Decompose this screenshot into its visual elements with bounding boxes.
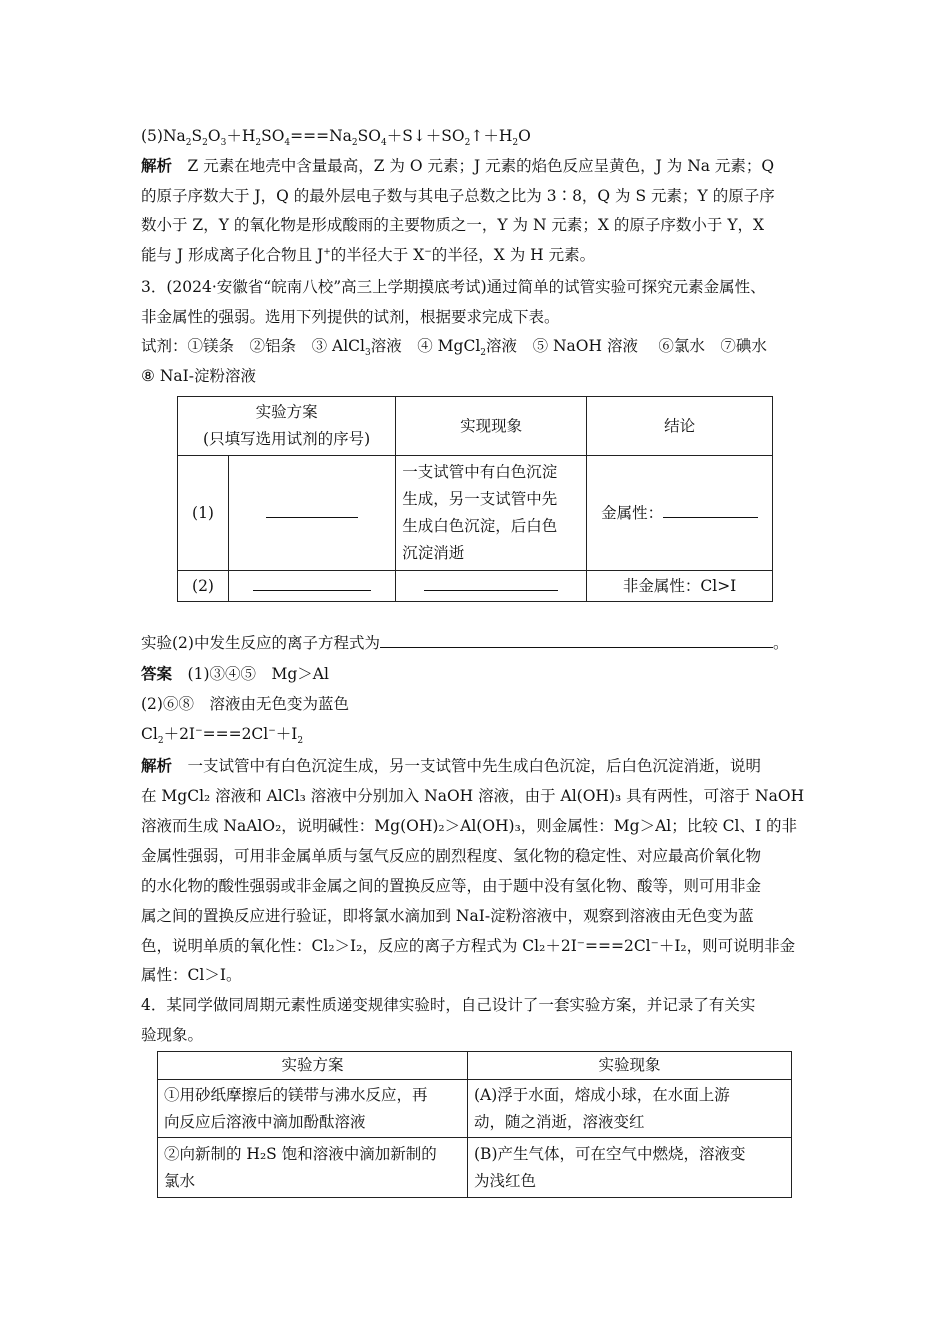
q3-row1-conclusion[interactable]: 金属性： xyxy=(587,456,773,571)
q3-table-header-conclusion: 结论 xyxy=(587,397,773,456)
q3-answer-line2: (2)⑥⑧ 溶液由无色变为蓝色 xyxy=(141,695,349,713)
q3-row2-num: (2) xyxy=(178,571,229,602)
q3-stem-line1: 3．(2024·安徽省“皖南八校”高三上学期摸底考试)通过简单的试管实验可探究元素金属性、 xyxy=(141,278,766,296)
analysis-1-line2: 的原子序数大于 J，Q 的最外层电子数与其电子总数之比为 3∶8，Q 为 S 元素；Y 的原子序 xyxy=(141,187,775,205)
answer-label: 答案 xyxy=(141,664,173,683)
q3-answer-line1: 答案 (1)③④⑤ Mg＞Al xyxy=(141,664,329,683)
analysis-1-line4: 能与 J 形成离子化合物且 J+的半径大于 X−的半径，X 为 H 元素。 xyxy=(141,246,596,264)
q3-table-header-phenomenon: 实现现象 xyxy=(396,397,587,456)
q4-row2-phenomenon: (B)产生气体，可在空气中燃烧，溶液变 为浅红色 xyxy=(468,1138,792,1198)
q3-answer-line3: $Cl_2+2I^-===2Cl^-+I_2$ xyxy=(141,725,304,747)
q4-row1-plan: ①用砂纸摩擦后的镁带与沸水反应，再 向反应后溶液中滴加酚酞溶液 xyxy=(158,1080,468,1138)
q4-row2-plan: ②向新制的 H₂S 饱和溶液中滴加新制的 氯水 xyxy=(158,1138,468,1198)
q4-stem-line1: 4．某同学做同周期元素性质递变规律实验时，自己设计了一套实验方案，并记录了有关实 xyxy=(141,996,756,1014)
q3-row2-phenomenon-blank[interactable] xyxy=(396,571,587,602)
q3-analysis-line8: 属性：Cl＞I。 xyxy=(141,966,242,984)
q4-table xyxy=(157,1051,792,1198)
q3-analysis-line2: 在 MgCl₂ 溶液和 AlCl₃ 溶液中分别加入 NaOH 溶液，由于 Al(OH)₃ 具有两性，可溶于 NaOH xyxy=(141,787,805,805)
q4-table-header-plan: 实验方案 xyxy=(158,1052,468,1080)
q3-table-header-plan: 实验方案 (只填写选用试剂的序号) xyxy=(178,397,396,456)
q4-stem-line2: 验现象。 xyxy=(141,1026,204,1044)
q3-analysis-line7: 色，说明单质的氧化性：Cl₂＞I₂，反应的离子方程式为 Cl₂＋2I⁻===2Cl⁻＋I₂，则可说明非金 xyxy=(141,937,796,955)
q3-analysis-line4: 金属性强弱，可用非金属单质与氢气反应的剧烈程度、氢化物的稳定性、对应最高价氧化物 xyxy=(141,847,762,865)
analysis-1-line3: 数小于 Z，Y 的氧化物是形成酸雨的主要物质之一，Y 为 N 元素；X 的原子序数小于 Y，X xyxy=(141,216,765,234)
q3-analysis-line1: 解析 一支试管中有白色沉淀生成，另一支试管中先生成白色沉淀，后白色沉淀消逝，说明 xyxy=(141,756,762,775)
q3-table xyxy=(177,396,773,602)
q3-reagents: 试剂：①镁条 ②铝条 ③ AlCl$_3$溶液 ④ MgCl$_2$溶液 ⑤ NaOH 溶液 ⑥氯水 ⑦碘水 xyxy=(141,337,767,359)
q4-table-header-phenomenon: 实验现象 xyxy=(468,1052,792,1080)
equation-5: $(5)Na_2S_2O_3+H_2SO_4===Na_2SO_4+S↓+SO_2↑+H_2O$ xyxy=(141,127,531,149)
q3-reagent-8: ⑧ NaI-淀粉溶液 xyxy=(141,367,256,385)
q3-analysis-line6: 属之间的置换反应进行验证，即将氯水滴加到 NaI-淀粉溶液中，观察到溶液由无色变为蓝 xyxy=(141,907,754,925)
q3-ionic-prompt[interactable]: 实验(2)中发生反应的离子方程式为 。 xyxy=(141,634,789,652)
q3-row1-phenomenon: 一支试管中有白色沉淀 生成，另一支试管中先 生成白色沉淀，后白色 沉淀消逝 xyxy=(396,456,587,571)
q3-row2-conclusion: 非金属性：Cl>I xyxy=(587,571,773,602)
analysis-1-line1: 解析 Z 元素在地壳中含量最高，Z 为 O 元素；J 元素的焰色反应呈黄色，J 为 Na 元素；Q xyxy=(141,156,775,175)
q3-row2-plan-blank[interactable] xyxy=(229,571,396,602)
q3-analysis-line3: 溶液而生成 NaAlO₂，说明碱性：Mg(OH)₂＞Al(OH)₃，则金属性：Mg＞Al；比较 Cl、I 的非 xyxy=(141,817,798,835)
analysis-label: 解析 xyxy=(141,156,173,175)
q3-analysis-line5: 的水化物的酸性强弱或非金属之间的置换反应等，由于题中没有氢化物、酸等，则可用非金 xyxy=(141,877,762,895)
q3-stem-line2: 非金属性的强弱。选用下列提供的试剂，根据要求完成下表。 xyxy=(141,308,560,326)
q3-row1-num: (1) xyxy=(178,456,229,571)
q4-row1-phenomenon: (A)浮于水面，熔成小球，在水面上游 动，随之消逝，溶液变红 xyxy=(468,1080,792,1138)
q3-row1-plan-blank[interactable] xyxy=(229,456,396,571)
